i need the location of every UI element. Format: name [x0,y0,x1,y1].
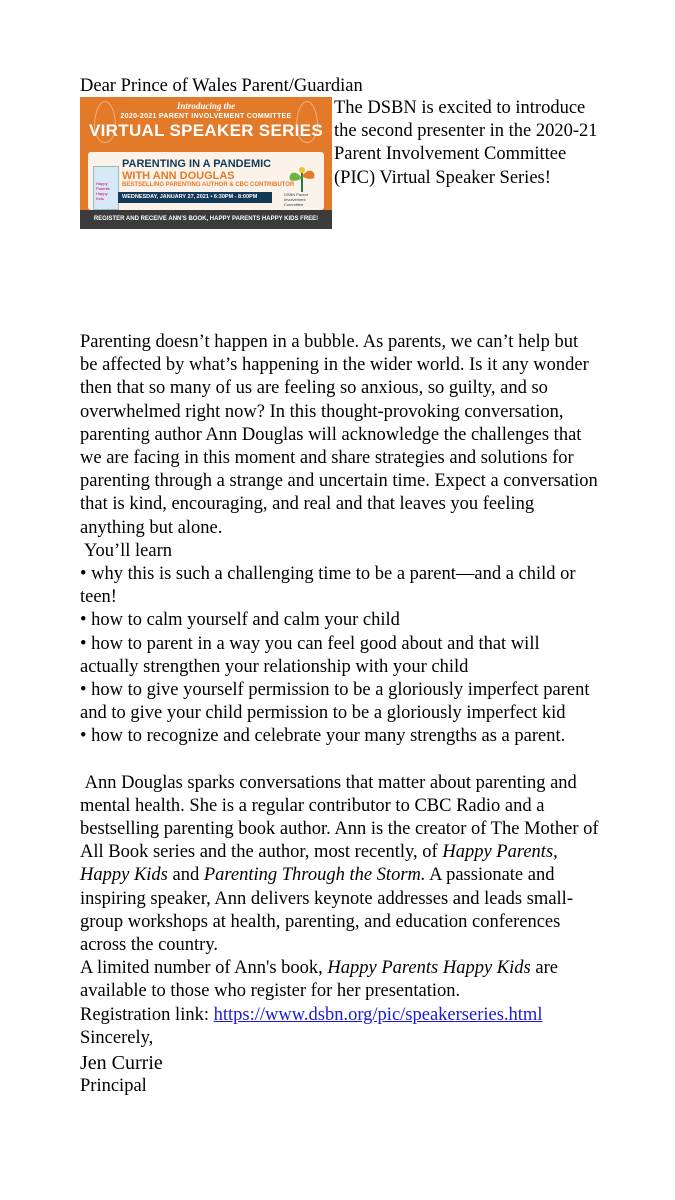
limited-text-1: A limited number of Ann's book, [80,958,328,979]
registration-label: Registration link: [80,1004,214,1025]
signature-name: Jen Currie [80,1052,163,1075]
banner-title-line2: WITH ANN DOUGLAS [122,170,235,182]
intro-text: The DSBN is excited to introduce the second presenter in the 2020-21 Parent Involvement Committee (PIC) Virtual Speaker Series! [334,98,598,188]
banner-header [80,97,332,153]
banner-subtitle: BESTSELLING PARENTING AUTHOR & CBC CONTRIBUTOR [122,182,295,188]
banner-event-title [122,158,271,182]
signature-title: Principal [80,1076,147,1097]
closing: Sincerely, [80,1027,154,1048]
banner-committee: 2020-2021 PARENT INVOLVEMENT COMMITTEE [120,113,292,120]
book-title-1: Happy Parents, Happy Kids [80,842,558,886]
book-cover-title: Happy Parents Happy Kids [96,181,110,201]
letter [80,75,603,1098]
registration-line [80,1004,600,1027]
limited-book-title: Happy Parents Happy Kids [327,958,531,979]
book-cover-image [93,166,119,210]
limited-paragraph [80,957,600,1003]
speaker-series-banner [80,97,332,229]
bullet-item: • how to parent in a way you can feel good about and that will actually strengthen your relationship with your child [80,633,540,677]
bio-and: and [167,865,204,886]
dsbn-logo-text: DSBN Parent Involvement Committee [284,192,309,207]
banner-series: VIRTUAL SPEAKER SERIES [89,121,323,140]
banner-title-line1: PARENTING IN A PANDEMIC [122,158,272,170]
intro-section [80,97,600,229]
bullet-item: • how to calm yourself and calm your child [80,610,400,631]
bullet-item: • how to give yourself permission to be a gloriously imperfect parent and to give your child permission to be a gloriously imperfect kid [80,680,590,724]
bio-text-2: A passionate and inspiring speaker, Ann delivers keynote addresses and leads small-group workshops at health, parenting, and education conferences across the country. [80,865,573,956]
banner-introducing: Introducing the [176,101,236,111]
bullet-item: • why this is such a challenging time to be a parent—and a child or teen! [80,564,576,608]
bio-paragraph [80,772,603,958]
body-paragraph: Parenting doesn’t happen in a bubble. As parents, we can’t help but be affected by what’s happening in the wider world. Is it any wonder then that so many of us are feeling so anxious, so guilty, and so overwhelmed right now? In this thought-provoking conversation, parenting author Ann Douglas will acknowledge the challenges that we are facing in this moment and share strategies and solutions for parenting through a strange and uncertain time. Expect a conversation that is kind, encouraging, and real and that leaves you feeling anything but alone. [80,332,598,538]
greeting: Dear Prince of Wales Parent/Guardian [80,76,363,96]
learn-heading: You’ll learn [80,540,172,561]
banner-date: WEDNESDAY, JANUARY 27, 2021 • 6:30PM - 8:00PM [118,192,272,203]
book-title-2: Parenting Through the Storm. [203,865,426,886]
bullet-item: • how to recognize and celebrate your many strengths as a parent. [80,726,566,747]
registration-link[interactable]: https://www.dsbn.org/pic/speakerseries.html [213,1004,543,1025]
banner-footer: REGISTER AND RECEIVE ANN'S BOOK, HAPPY PARENTS HAPPY KIDS FREE! [80,210,332,229]
bio-text-1: Ann Douglas sparks conversations that matter about parenting and mental health. She is a regular contributor to CBC Radio and a bestselling parenting book author. Ann is the creator of The Mother of All Book series and the author, most recently, of [80,772,603,863]
limited-text-2: are available to those who register for her presentation. [80,958,563,1002]
banner-panel [88,152,324,210]
